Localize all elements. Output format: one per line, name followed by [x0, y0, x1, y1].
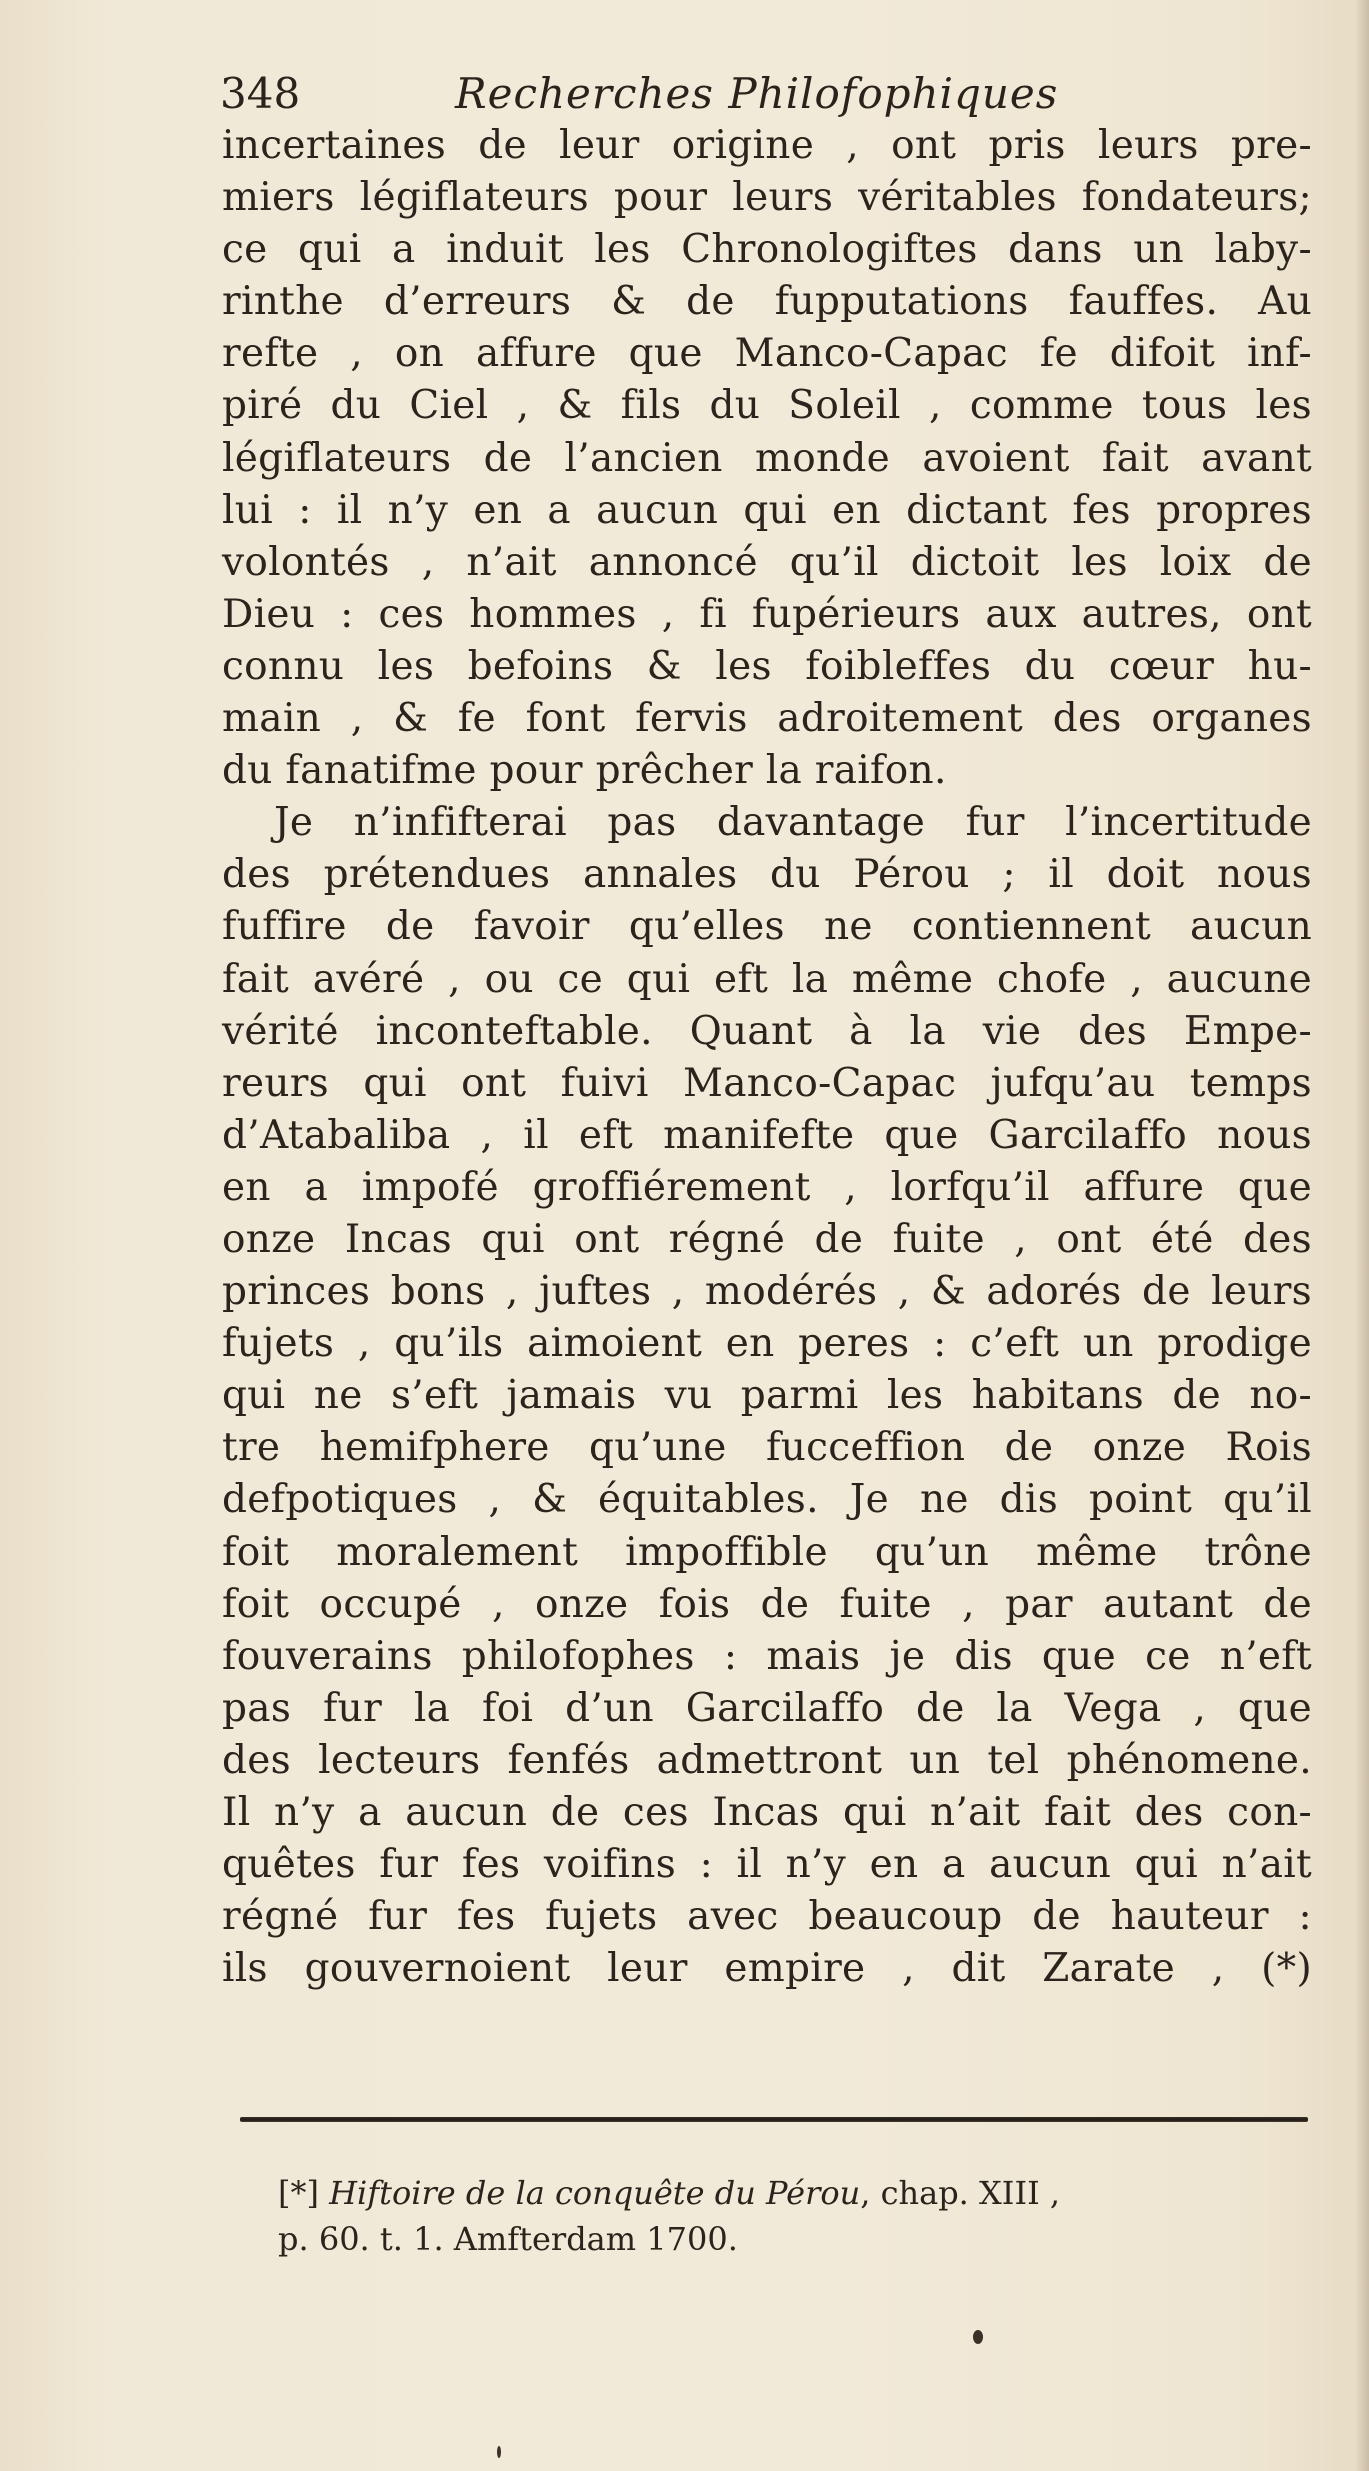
text-line: fait avéré , ou ce qui eft la même chofe , aucune — [222, 956, 1312, 1002]
text-line: en a impofé groffiérement , lorfqu’il affure que — [222, 1164, 1312, 1210]
footnote-marker: [*] — [278, 2174, 319, 2212]
text-line: connu les befoins & les foibleffes du cœur hu- — [222, 643, 1312, 689]
text-line: des lecteurs fenfés admettront un tel phénomene. — [222, 1737, 1312, 1783]
page-edge-shadow — [1355, 0, 1369, 2471]
text-line: incertaines de leur origine , ont pris leurs pre- — [222, 123, 1312, 168]
text-line: régné fur fes fujets avec beaucoup de hauteur : — [222, 1894, 1312, 1940]
text-line: fuffire de favoir qu’elles ne contiennent aucun — [222, 904, 1312, 950]
body-text — [222, 120, 1312, 1995]
footnote-line-1 — [278, 2170, 1308, 2216]
text-line: foit occupé , onze fois de fuite , par autant de — [222, 1581, 1312, 1627]
text-line: piré du Ciel , & fils du Soleil , comme tous les — [222, 383, 1312, 429]
ink-speck — [973, 2330, 983, 2344]
text-line: ce qui a induit les Chronologiftes dans un laby- — [222, 227, 1312, 273]
text-line: Dieu : ces hommes , fi fupérieurs aux autres, ont — [222, 591, 1312, 637]
text-line: Il n’y a aucun de ces Incas qui n’ait fait des con- — [222, 1790, 1312, 1835]
text-line: pas fur la foi d’un Garcilaffo de la Vega , que — [222, 1685, 1312, 1731]
text-line: onze Incas qui ont régné de fuite , ont été des — [222, 1216, 1312, 1262]
text-line: refte , on affure que Manco-Capac fe difoit inf- — [222, 331, 1312, 377]
footnote-title: Hiftoire de la conquête du Pérou — [329, 2174, 861, 2212]
footnote-line-2: p. 60. t. 1. Amfterdam 1700. — [278, 2220, 738, 2258]
text-line: fouverains philofophes : mais je dis que ce n’eft — [222, 1633, 1312, 1679]
paragraph-end-line: du fanatifme pour prêcher la raifon. — [222, 748, 947, 794]
paragraph-start-line: Je n’infifterai pas davantage fur l’incertitude — [274, 800, 1312, 846]
ink-speck — [497, 2446, 501, 2458]
running-title: Recherches Philofophiques — [455, 69, 1059, 118]
text-line: vérité inconteftable. Quant à la vie des Empe- — [222, 1008, 1312, 1054]
page-header — [220, 64, 1120, 124]
text-line: foit moralement impoffible qu’un même trône — [222, 1529, 1312, 1575]
text-line: rinthe d’erreurs & de fupputations fauffes. Au — [222, 279, 1312, 325]
text-line: tre hemifphere qu’une fucceffion de onze Rois — [222, 1425, 1312, 1471]
text-line: fujets , qu’ils aimoient en peres : c’eft un prodige — [222, 1321, 1312, 1367]
text-line: lui : il n’y en a aucun qui en dictant fes propres — [222, 487, 1312, 533]
footnote-reference: , chap. XIII , — [860, 2174, 1061, 2212]
text-line: quêtes fur fes voifins : il n’y en a aucun qui n’ait — [222, 1842, 1312, 1888]
text-line: ils gouvernoient leur empire , dit Zarate , (*) — [222, 1946, 1312, 1992]
footnote-divider — [240, 2117, 1308, 2122]
footnote — [278, 2170, 1308, 2262]
page-number: 348 — [220, 69, 301, 118]
text-line: princes bons , juftes , modérés , & adorés de leurs — [222, 1269, 1312, 1315]
text-line: reurs qui ont fuivi Manco-Capac jufqu’au temps — [222, 1060, 1312, 1106]
text-line: qui ne s’eft jamais vu parmi les habitans de no- — [222, 1373, 1312, 1419]
text-line: miers légiflateurs pour leurs véritables fondateurs; — [222, 175, 1312, 221]
text-line: des prétendues annales du Pérou ; il doit nous — [222, 852, 1312, 898]
text-line: légiflateurs de l’ancien monde avoient fait avant — [222, 435, 1312, 481]
text-line: defpotiques , & équitables. Je ne dis point qu’il — [222, 1477, 1312, 1523]
text-line: d’Atabaliba , il eft manifefte que Garcilaffo nous — [222, 1112, 1312, 1158]
text-line: volontés , n’ait annoncé qu’il dictoit les loix de — [222, 539, 1312, 585]
text-line: main , & fe font fervis adroitement des organes — [222, 696, 1312, 742]
